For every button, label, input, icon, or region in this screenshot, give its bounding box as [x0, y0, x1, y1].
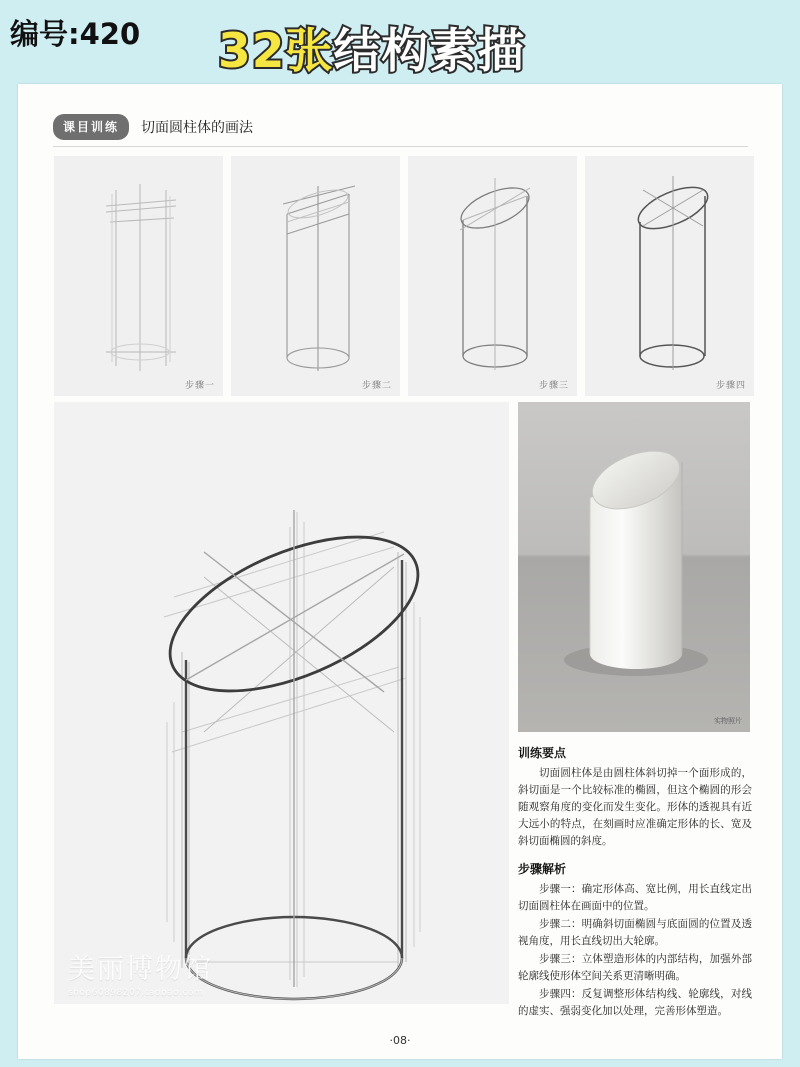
step-caption: 步骤一 [184, 381, 215, 391]
step-caption: 步骤四 [715, 381, 746, 391]
step-1-text: 步骤一：确定形体高、宽比例，用长直线定出切面圆柱体在画面中的位置。 [518, 883, 752, 912]
text-gap [518, 851, 752, 860]
section-title: 切面圆柱体的画法 [141, 120, 254, 136]
step-thumbnail [54, 156, 223, 396]
headline [218, 14, 525, 81]
step-2-text: 步骤二：明确斜切面椭圆与底面圆的位置及透视角度，用长直线切出大轮廓。 [518, 918, 752, 947]
key-points-body: 切面圆柱体是由圆柱体斜切掉一个面形成的，斜切面是一个比较标准的椭圆，但这个椭圆的形会随观察角度的变化而发生变化。形体的透视具有近大远小的特点，在刻画时应准确定形体的长、宽及斜切面椭圆的斜度。 [518, 767, 752, 847]
step2-sketch [231, 156, 400, 396]
book-page [18, 84, 782, 1059]
key-points-title: 训练要点 [518, 746, 567, 760]
step-thumbnail [231, 156, 400, 396]
reference-photo [518, 402, 750, 732]
watermark-text: 美丽博物馆 [68, 954, 213, 985]
section-badge: 课目训练 [53, 114, 129, 140]
step4-sketch [585, 156, 754, 396]
step-thumbnail [408, 156, 577, 396]
main-sketch [54, 402, 509, 1004]
watermark-subtext: shop60898207.taobao.com [68, 988, 203, 998]
watermark [68, 947, 213, 998]
step-caption: 步骤二 [361, 381, 392, 391]
step-4-text: 步骤四：反复调整形体结构线、轮廓线，对线的虚实、强弱变化加以处理，完善形体塑造。 [518, 988, 752, 1017]
step-3-text: 步骤三：立体塑造形体的内部结构，加强外部轮廓线使形体空间关系更清晰明确。 [518, 953, 752, 982]
photo-caption: 实物照片 [714, 717, 742, 725]
text-column [518, 744, 752, 1021]
step-thumbnail [585, 156, 754, 396]
step1-sketch [54, 156, 223, 396]
section-header [53, 114, 253, 140]
headline-part-2: 结构素描 [333, 24, 526, 79]
photo-cylinder [518, 402, 750, 732]
step-thumbnail-row [54, 156, 754, 396]
top-banner [0, 0, 800, 84]
steps-title: 步骤解析 [518, 862, 567, 876]
page-number: ·08· [389, 1034, 411, 1047]
step-caption: 步骤三 [538, 381, 569, 391]
issue-number: 编号:420 [10, 17, 141, 51]
section-divider [53, 146, 748, 147]
headline-part-1: 32张 [218, 24, 334, 79]
main-drawing [54, 402, 509, 1004]
step3-sketch [408, 156, 577, 396]
